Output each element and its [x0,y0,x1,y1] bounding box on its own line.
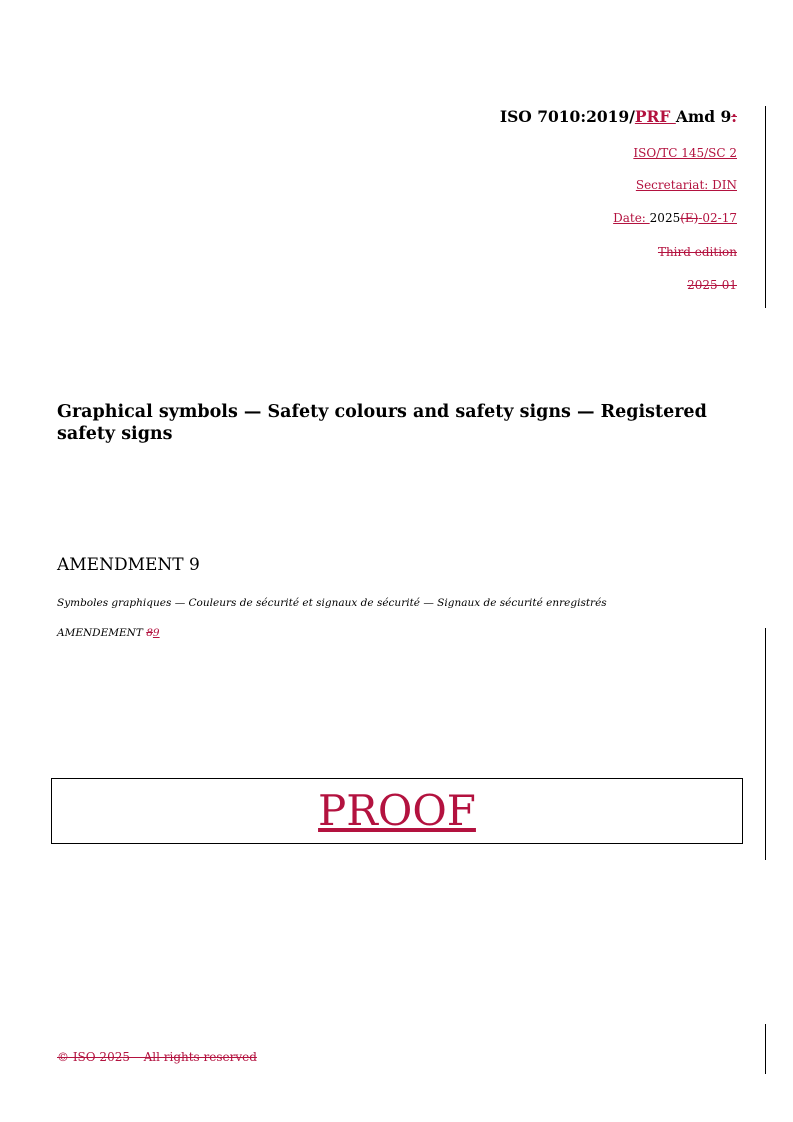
french-title: Symboles graphiques — Couleurs de sécurité et signaux de sécurité — Signaux de sécurité enregistrés [57,597,607,609]
french-amendment-deleted: 8 [146,627,153,639]
edition-date-deleted: 2025-01 [687,278,737,292]
french-amendment-inserted: 9 [152,627,160,639]
date-deleted: (E) [680,211,699,225]
edition-deleted: Third edition [657,245,737,259]
code-deleted: : [731,107,737,126]
proof-box [51,778,743,844]
change-bar-middle [765,628,766,860]
french-amendment [57,627,160,639]
change-bar-header [765,106,766,308]
footer-copyright: © ISO 2025 – All rights reserved [57,1050,257,1064]
document-title: Graphical symbols — Safety colours and safety signs — Registered safety signs [57,402,707,444]
change-bar-footer [765,1024,766,1074]
committee: ISO/TC 145/SC 2 [633,146,737,160]
proof-text: PROOF [318,786,476,835]
date-year: 2025 [649,211,681,225]
date-line [613,211,737,225]
document-code [500,107,737,126]
secretariat: Secretariat: DIN [635,178,737,192]
french-amendment-label: AMENDEMENT [57,627,147,639]
date-inserted: -02-17 [698,211,737,225]
code-rest: Amd 9 [675,107,732,126]
code-inserted: PRF [634,107,676,126]
date-label: Date: [613,211,650,225]
amendment-label: AMENDMENT 9 [57,555,200,575]
code-main: ISO 7010:2019/ [499,107,635,126]
